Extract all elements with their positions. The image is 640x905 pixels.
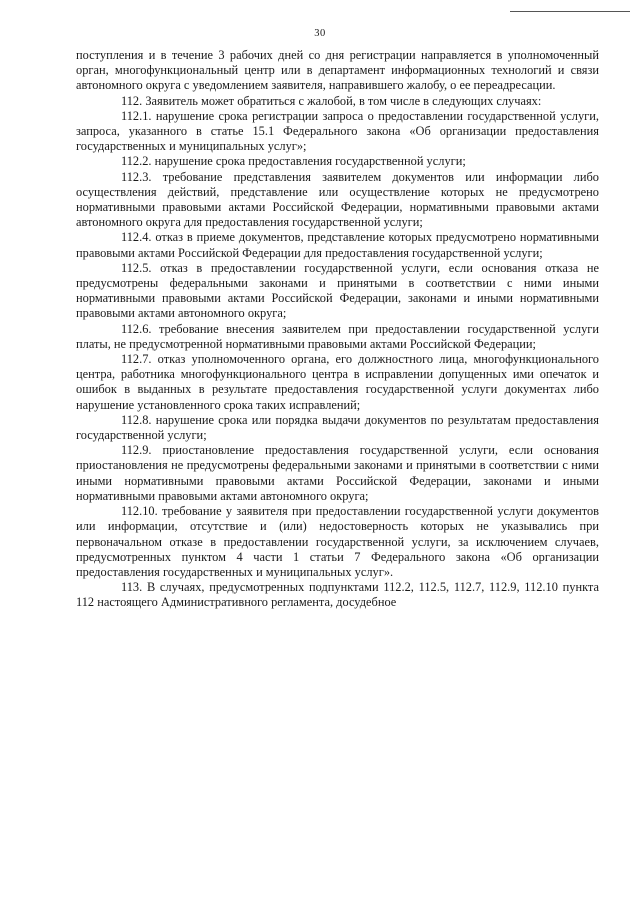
- paragraph-112-7: 112.7. отказ уполномоченного органа, его должностного лица, многофункционального центра, работника многофункционального центра в исправлении допущенных ими опечаток и ошибок в выданных в результате предоставления государственной услуги документах либо нарушение установленного срока таких исправлений;: [76, 352, 599, 412]
- document-body: [76, 48, 599, 611]
- paragraph-112-5: 112.5. отказ в предоставлении государственной услуги, если основания отказа не предусмотрены федеральными законами и принятыми в соответствии с ними иными нормативными правовыми актами Российской Федерации, законами и иными нормативными правовыми актами автономного округа;: [76, 260, 599, 321]
- paragraph-continuation: поступления и в течение 3 рабочих дней со дня регистрации направляется в уполномоченный орган, многофункциональный центр или в департамент информационных технологий и связи автономного округа с уведомлением заявителя, направившего жалобу, о ее переадресации.: [76, 48, 599, 93]
- paragraph-112-10: 112.10. требование у заявителя при предоставлении государственной услуги документов или информации, отсутствие и (или) недостоверность которых не указывались при первоначальном отказе в предоставлении государственной услуги, за исключением случаев, предусмотренных пунктом 4 части 1 статьи 7 Федерального закона «Об организации предоставления государственных и муниципальных услуг».: [76, 504, 599, 579]
- top-right-rule: [510, 11, 630, 12]
- paragraph-113: 113. В случаях, предусмотренных подпунктами 112.2, 112.5, 112.7, 112.9, 112.10 пункта 112 настоящего Административного регламента, досудебное: [76, 580, 599, 610]
- paragraph-112-8: 112.8. нарушение срока или порядка выдачи документов по результатам предоставления государственной услуги;: [76, 412, 599, 443]
- page-number: 30: [314, 28, 326, 39]
- paragraph-112-3: 112.3. требование представления заявителем документов или информации либо осуществления действий, представление или осуществление которых не предусмотрено нормативными правовыми актами Российской Федерации, нормативными правовыми актами автономного округа для предоставления государственной услуги;: [76, 169, 599, 230]
- paragraph-112-1: 112.1. нарушение срока регистрации запроса о предоставлении государственной услуги, запроса, указанного в статье 15.1 Федерального закона «Об организации предоставления государственных и муниципальных услуг»;: [76, 108, 599, 154]
- paragraph-112-2: 112.2. нарушение срока предоставления государственной услуги;: [121, 154, 466, 169]
- paragraph-112-6: 112.6. требование внесения заявителем при предоставлении государственной услуги платы, не предусмотренной нормативными правовыми актами Российской Федерации;: [76, 321, 599, 351]
- paragraph-112-4: 112.4. отказ в приеме документов, представление которых предусмотрено нормативными правовыми актами Российской Федерации для предоставления государственной услуги;: [76, 230, 599, 260]
- paragraph-112: 112. Заявитель может обратиться с жалобой, в том числе в следующих случаях:: [121, 93, 542, 108]
- paragraph-112-9: 112.9. приостановление предоставления государственной услуги, если основания приостановления не предусмотрены федеральными законами и принятыми в соответствии с ними иными нормативными правовыми актами Российской Федерации, законами и иными нормативными правовыми актами автономного округа;: [76, 443, 599, 503]
